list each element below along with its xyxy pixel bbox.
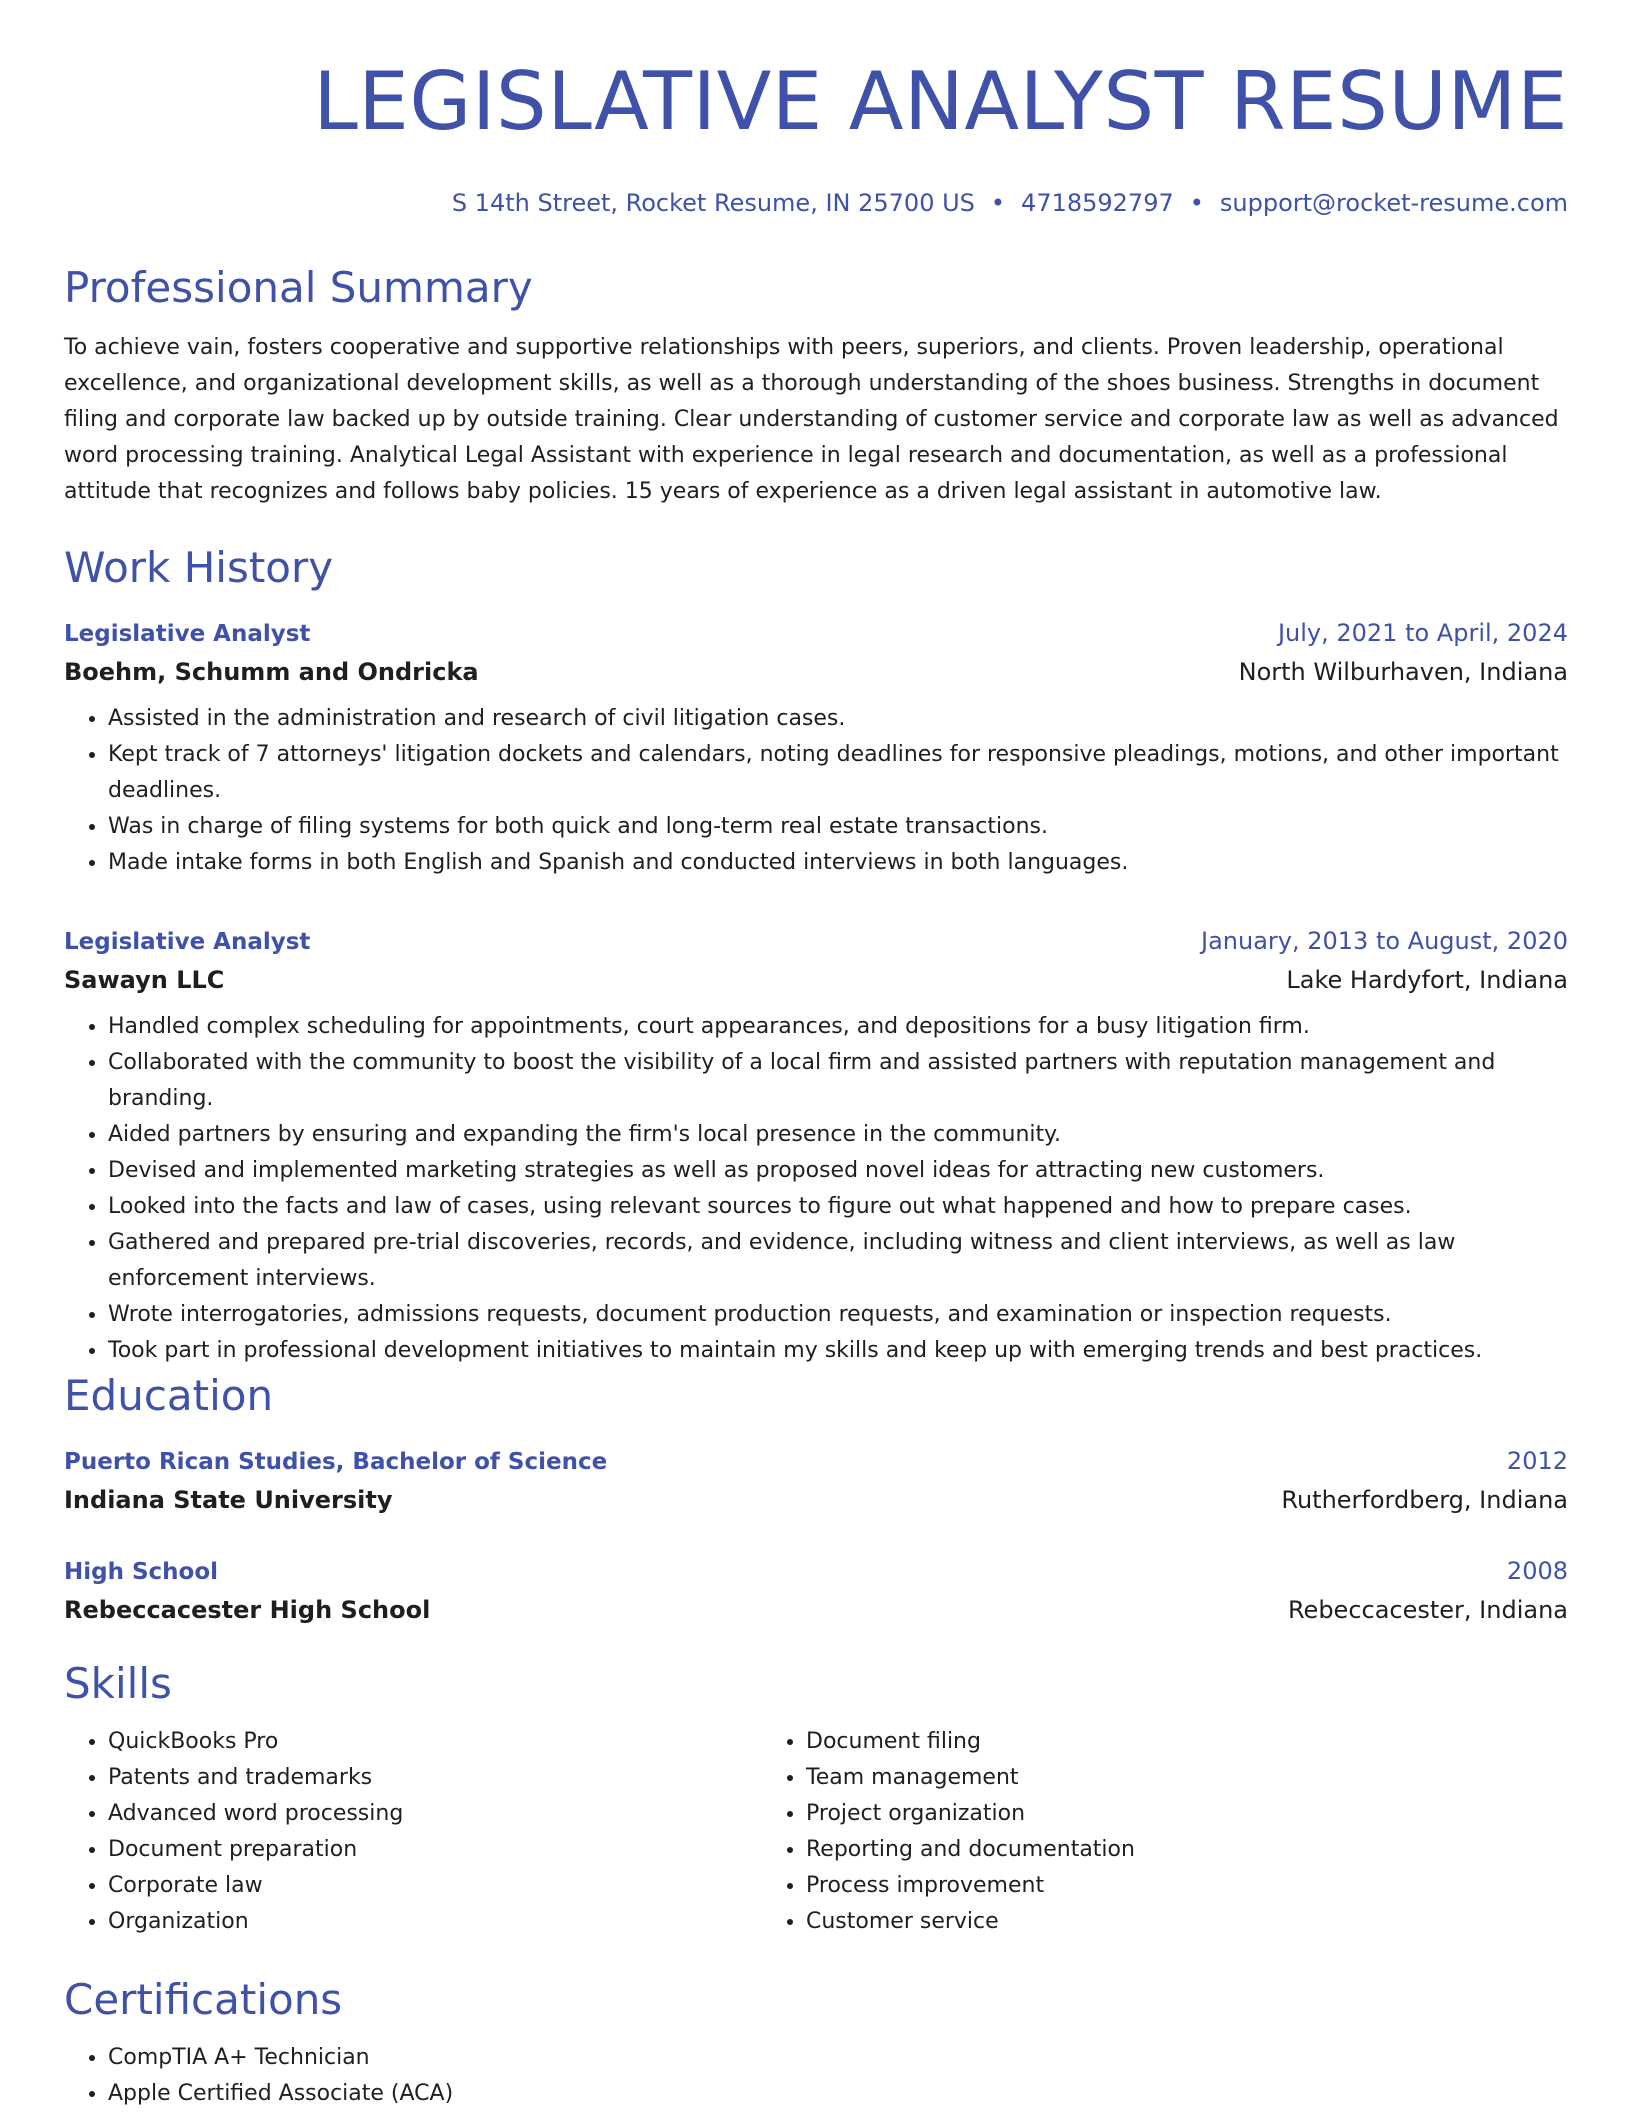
education-entry: [64, 1552, 1568, 1629]
skills-list-left: [64, 1724, 762, 1940]
job-entry: [64, 614, 1568, 881]
list-item: • Patents and trademarks: [108, 1760, 762, 1796]
list-item: • Advanced word processing: [108, 1796, 762, 1832]
list-item: • Was in charge of filing systems for both quick and long-term real estate transactions.: [108, 809, 1568, 845]
list-item: • Handled complex scheduling for appointments, court appearances, and depositions for a busy litigation firm.: [108, 1009, 1568, 1045]
list-item: • Document filing: [806, 1724, 1460, 1760]
section-heading-certifications: Certifications: [64, 1975, 343, 2024]
job-location: Lake Hardyfort, Indiana: [1286, 966, 1568, 994]
list-item: • Process improvement: [806, 1868, 1460, 1904]
section-heading-skills: Skills: [64, 1659, 172, 1708]
list-item: • Took part in professional development initiatives to maintain my skills and keep up with emerging trends and best practices.: [108, 1333, 1568, 1369]
job-entry: [64, 922, 1568, 1369]
education-degree: High School: [64, 1559, 219, 1585]
summary-section: [64, 262, 1568, 510]
job-title-row: [64, 614, 1568, 653]
contact-email[interactable]: support@rocket-resume.com: [1219, 189, 1568, 217]
education-entry: [64, 1442, 1568, 1519]
job-dates: July, 2021 to April, 2024: [1277, 619, 1568, 647]
contact-separator: •: [990, 189, 1006, 217]
contact-line: [64, 188, 1568, 218]
contact-separator: •: [1189, 189, 1204, 217]
list-item: • Corporate law: [108, 1868, 762, 1904]
education-school: Rebeccacester High School: [64, 1596, 431, 1624]
job-bullets: [64, 701, 1568, 881]
education-year: 2012: [1506, 1447, 1568, 1475]
list-item: • Aided partners by ensuring and expanding the firm's local presence in the community.: [108, 1117, 1568, 1153]
education-degree: Puerto Rican Studies, Bachelor of Science: [64, 1449, 608, 1475]
job-company: Boehm, Schumm and Ondricka: [64, 658, 479, 686]
skills-list-right: [762, 1724, 1460, 1940]
education-school: Indiana State University: [64, 1486, 393, 1514]
list-item: • Kept track of 7 attorneys' litigation dockets and calendars, noting deadlines for responsive pleadings, motions, and other important deadlines.: [108, 737, 1568, 809]
section-heading-work-history: Work History: [64, 543, 334, 592]
education-degree-row: [64, 1442, 1568, 1481]
job-title: Legislative Analyst: [64, 621, 311, 647]
work-history-section: [64, 542, 1568, 594]
list-item: • Team management: [806, 1760, 1460, 1796]
job-dates: January, 2013 to August, 2020: [1201, 927, 1568, 955]
list-item: • Made intake forms in both English and Spanish and conducted interviews in both languages.: [108, 845, 1568, 881]
education-degree-row: [64, 1552, 1568, 1591]
job-company-row: [64, 653, 1568, 691]
summary-text: To achieve vain, fosters cooperative and supportive relationships with peers, superiors, and clients. Proven leadership, operational excellence, and organizational development skills, as well as a thorough understanding of the shoes business. Strengths in document filing and corporate law backed up by outside training. Clear understanding of customer service and corporate law as well as advanced word processing training. Analytical Legal Assistant with experience in legal research and documentation, as well as a professional attitude that recognizes and follows baby policies. 15 years of experience as a driven legal assistant in automotive law.: [64, 335, 1559, 504]
list-item: • Assisted in the administration and research of civil litigation cases.: [108, 701, 1568, 737]
list-item: • Customer service: [806, 1904, 1460, 1940]
job-location: North Wilburhaven, Indiana: [1238, 658, 1568, 686]
resume-title: LEGISLATIVE ANALYST RESUME: [313, 55, 1568, 148]
education-location: Rutherfordberg, Indiana: [1281, 1486, 1568, 1514]
list-item: • Project organization: [806, 1796, 1460, 1832]
skills-grid: [64, 1724, 1568, 1940]
list-item: • Reporting and documentation: [806, 1832, 1460, 1868]
list-item: • Document preparation: [108, 1832, 762, 1868]
job-title: Legislative Analyst: [64, 929, 311, 955]
section-heading-education: Education: [64, 1371, 274, 1420]
job-company-row: [64, 961, 1568, 999]
list-item: • Gathered and prepared pre-trial discoveries, records, and evidence, including witness and client interviews, as well as law enforcement interviews.: [108, 1225, 1568, 1297]
list-item: • QuickBooks Pro: [108, 1724, 762, 1760]
education-section: [64, 1370, 1568, 1422]
certifications-list: [64, 2040, 1568, 2112]
education-location: Rebeccacester, Indiana: [1287, 1596, 1568, 1624]
list-item: • Organization: [108, 1904, 762, 1940]
job-company: Sawayn LLC: [64, 966, 225, 994]
list-item: • CompTIA A+ Technician: [108, 2040, 1568, 2076]
skills-section: [64, 1658, 1568, 1940]
list-item: • Apple Certified Associate (ACA): [108, 2076, 1568, 2112]
education-school-row: [64, 1591, 1568, 1629]
contact-phone: 4718592797: [1021, 189, 1174, 217]
job-bullets: [64, 1009, 1568, 1369]
list-item: • Devised and implemented marketing strategies as well as proposed novel ideas for attracting new customers.: [108, 1153, 1568, 1189]
education-school-row: [64, 1481, 1568, 1519]
education-year: 2008: [1506, 1557, 1568, 1585]
section-heading-summary: Professional Summary: [64, 263, 533, 312]
list-item: • Wrote interrogatories, admissions requests, document production requests, and examination or inspection requests.: [108, 1297, 1568, 1333]
certifications-section: [64, 1974, 1568, 2112]
list-item: • Looked into the facts and law of cases, using relevant sources to figure out what happened and how to prepare cases.: [108, 1189, 1568, 1225]
list-item: • Collaborated with the community to boost the visibility of a local firm and assisted partners with reputation management and branding.: [108, 1045, 1568, 1117]
job-title-row: [64, 922, 1568, 961]
contact-address: S 14th Street, Rocket Resume, IN 25700 US: [451, 189, 975, 217]
